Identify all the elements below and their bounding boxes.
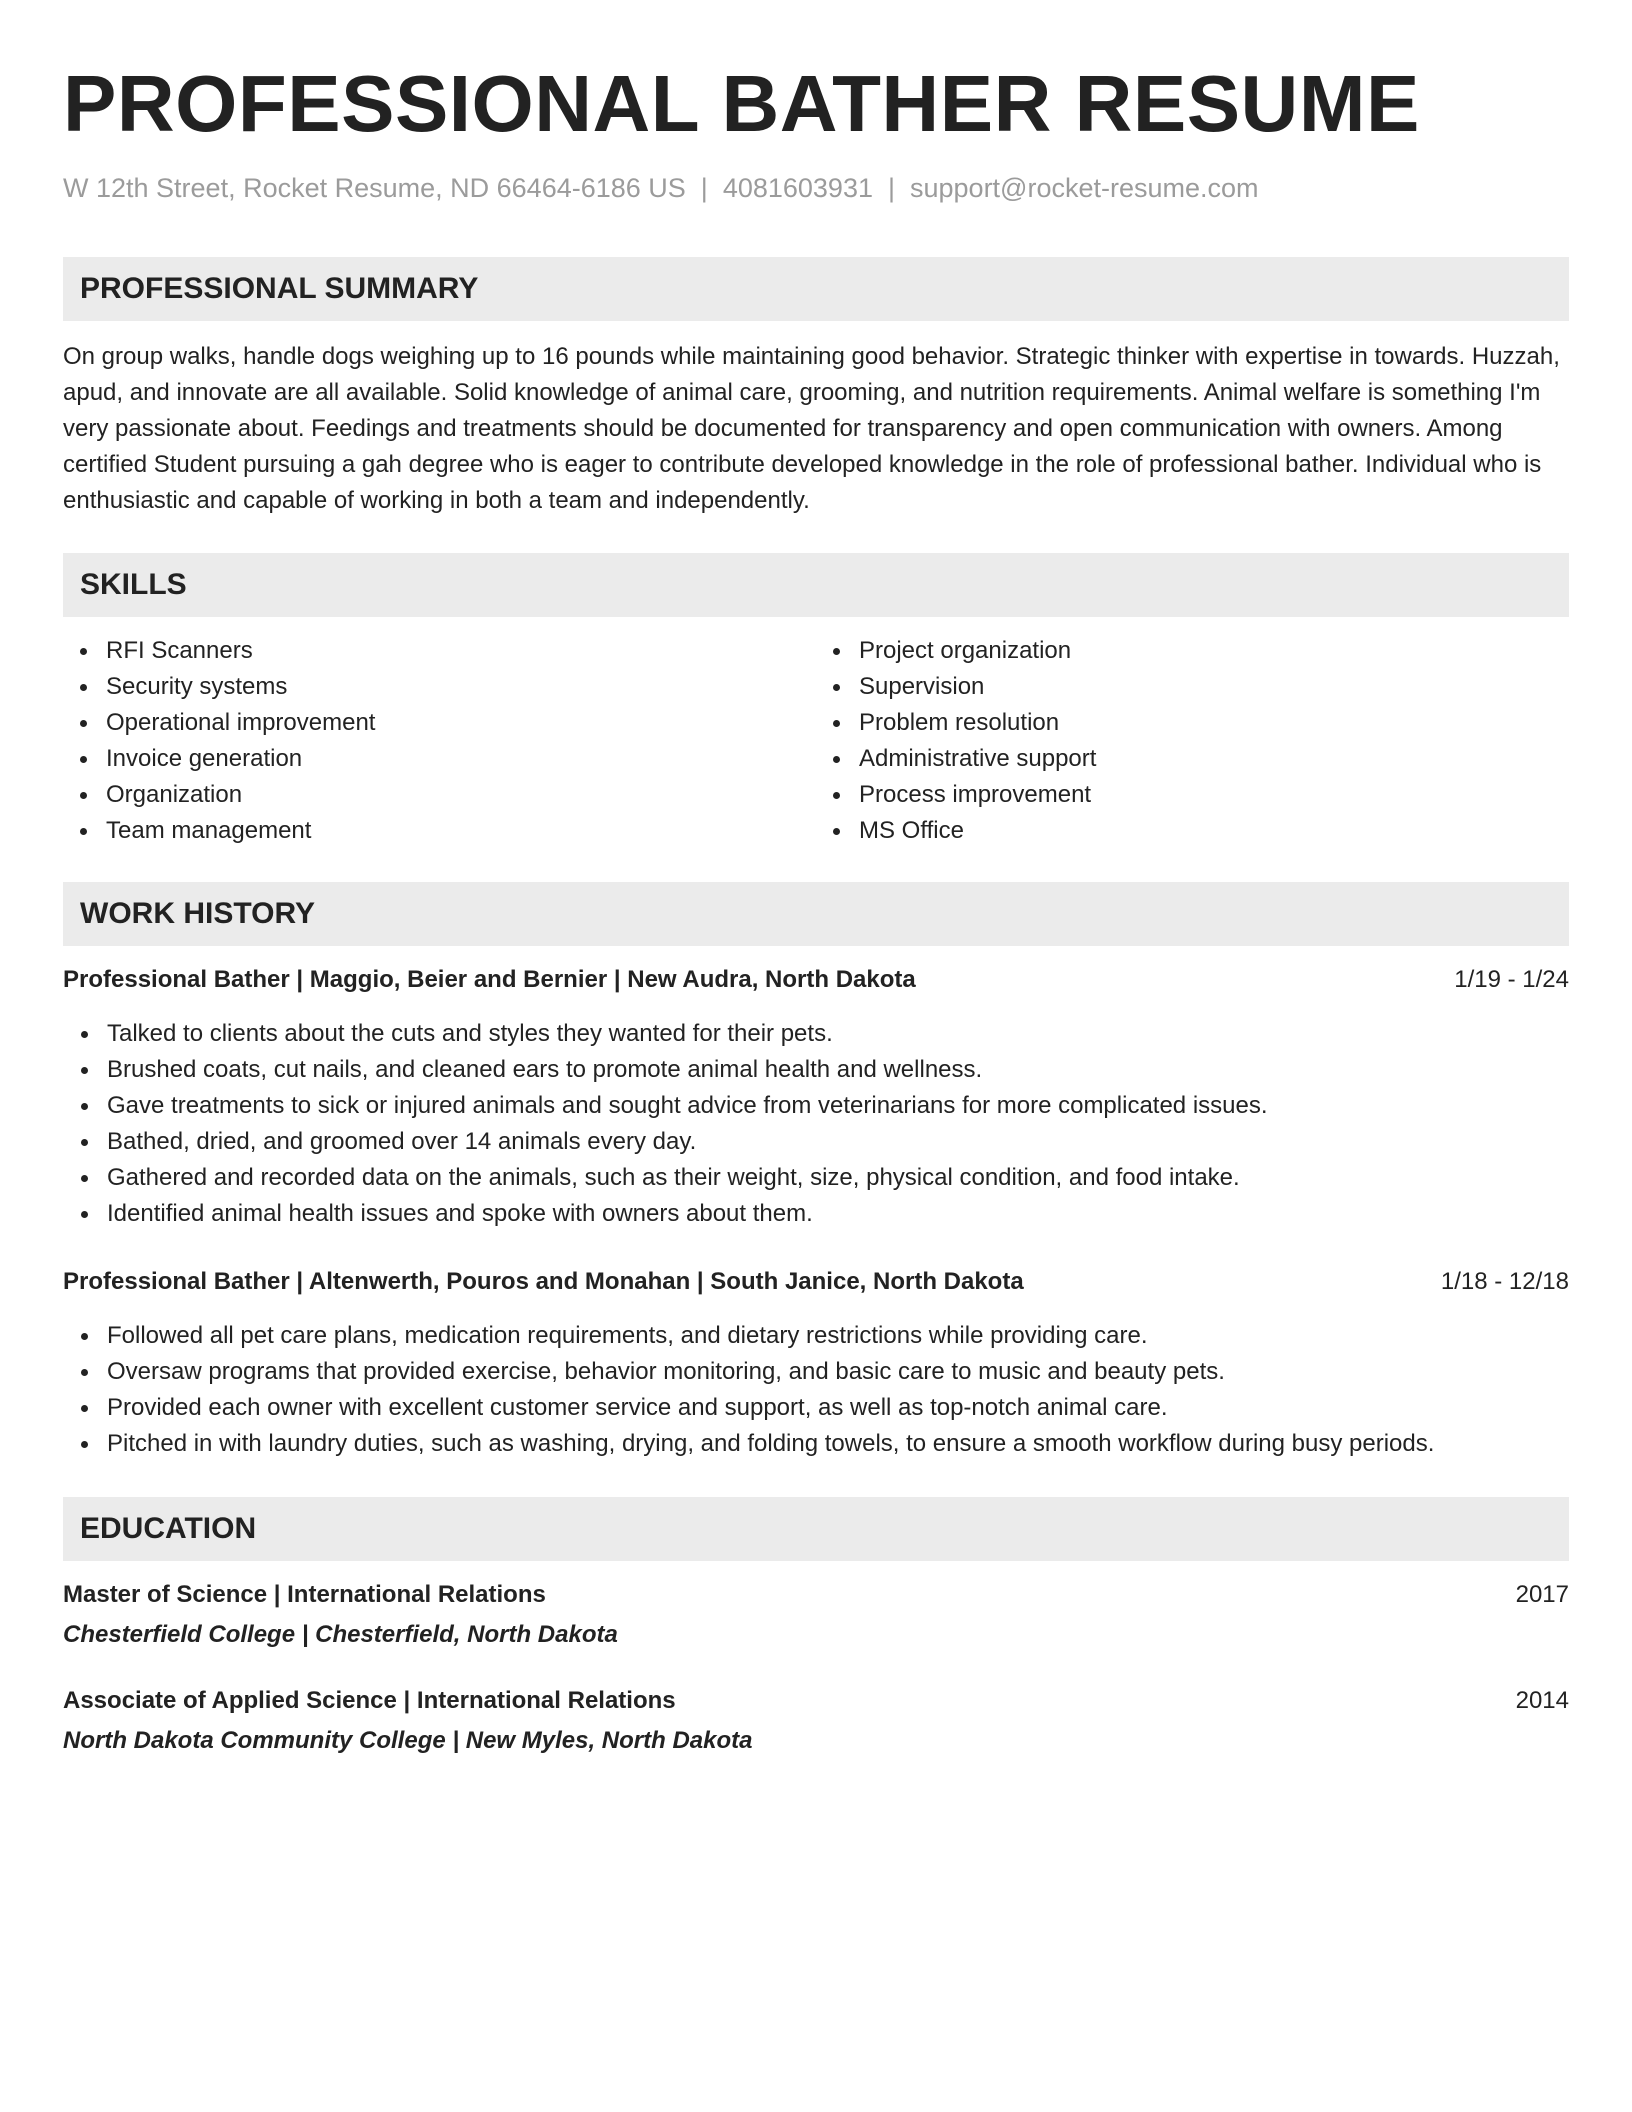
education-header bbox=[63, 1577, 1569, 1613]
skill-item: Problem resolution bbox=[859, 705, 1569, 741]
skill-item: MS Office bbox=[859, 813, 1569, 849]
job-duty: Talked to clients about the cuts and styles they wanted for their pets. bbox=[107, 1016, 1569, 1052]
contact-separator: | bbox=[700, 173, 708, 203]
summary-text: On group walks, handle dogs weighing up to 16 pounds while maintaining good behavior. Strategic thinker with expertise in towards. Huzzah, apud, and innovate are all available. Solid knowledge of animal care, grooming, and nutrition requirements. Animal welfare is something I'm very passionate about. Feedings and treatments should be documented for transparency and open communication with owners. Among certified Student pursuing a gah degree who is eager to contribute developed knowledge in the role of professional bather. Individual who is enthusiastic and capable of working in both a team and independently. bbox=[63, 343, 1560, 514]
contact-phone: 4081603931 bbox=[722, 173, 873, 203]
graduation-year: 2014 bbox=[1515, 1687, 1569, 1714]
education-header bbox=[63, 1683, 1569, 1719]
job-entry bbox=[63, 962, 1569, 1232]
job-header bbox=[63, 1264, 1569, 1300]
skills-column-right bbox=[816, 633, 1569, 849]
resume-title: PROFESSIONAL BATHER RESUME bbox=[63, 59, 1420, 148]
contact-line bbox=[63, 170, 1569, 206]
skill-item: Administrative support bbox=[859, 741, 1569, 777]
skill-item: Operational improvement bbox=[106, 705, 816, 741]
job-entry bbox=[63, 1264, 1569, 1462]
job-title: Professional Bather | Altenwerth, Pouros and Monahan | South Janice, North Dakota bbox=[63, 1268, 1024, 1295]
job-duty: Gathered and recorded data on the animals, such as their weight, size, physical condition, and food intake. bbox=[107, 1160, 1569, 1196]
skills-column-left bbox=[63, 633, 816, 849]
skills-heading: SKILLS bbox=[63, 553, 1569, 617]
school-name: North Dakota Community College | New Myles, North Dakota bbox=[63, 1727, 753, 1754]
job-duty: Pitched in with laundry duties, such as washing, drying, and folding towels, to ensure a smooth workflow during busy periods. bbox=[107, 1426, 1569, 1462]
skill-item: RFI Scanners bbox=[106, 633, 816, 669]
job-dates: 1/19 - 1/24 bbox=[1454, 966, 1569, 993]
job-duty: Bathed, dried, and groomed over 14 animals every day. bbox=[107, 1124, 1569, 1160]
education-entry bbox=[63, 1683, 1569, 1759]
job-duties bbox=[63, 1318, 1569, 1462]
job-duty: Identified animal health issues and spoke with owners about them. bbox=[107, 1196, 1569, 1232]
job-duty: Gave treatments to sick or injured animals and sought advice from veterinarians for more complicated issues. bbox=[107, 1088, 1569, 1124]
contact-separator: | bbox=[887, 173, 895, 203]
skill-item: Process improvement bbox=[859, 777, 1569, 813]
degree-title: Master of Science | International Relations bbox=[63, 1581, 546, 1608]
skill-item: Security systems bbox=[106, 669, 816, 705]
job-duty: Provided each owner with excellent customer service and support, as well as top-notch animal care. bbox=[107, 1390, 1569, 1426]
skill-item: Team management bbox=[106, 813, 816, 849]
skill-item: Organization bbox=[106, 777, 816, 813]
school-name: Chesterfield College | Chesterfield, North Dakota bbox=[63, 1621, 618, 1648]
work-history-heading: WORK HISTORY bbox=[63, 882, 1569, 946]
job-dates: 1/18 - 12/18 bbox=[1440, 1268, 1569, 1295]
education-heading: EDUCATION bbox=[63, 1497, 1569, 1561]
education-entry bbox=[63, 1577, 1569, 1653]
job-duty: Followed all pet care plans, medication requirements, and dietary restrictions while providing care. bbox=[107, 1318, 1569, 1354]
summary-heading: PROFESSIONAL SUMMARY bbox=[63, 257, 1569, 321]
graduation-year: 2017 bbox=[1515, 1581, 1569, 1608]
contact-email: support@rocket-resume.com bbox=[910, 173, 1259, 203]
job-duty: Oversaw programs that provided exercise, behavior monitoring, and basic care to music and beauty pets. bbox=[107, 1354, 1569, 1390]
degree-title: Associate of Applied Science | International Relations bbox=[63, 1687, 676, 1714]
job-header bbox=[63, 962, 1569, 998]
contact-address: W 12th Street, Rocket Resume, ND 66464-6186 US bbox=[63, 173, 686, 203]
job-duties bbox=[63, 1016, 1569, 1232]
skill-item: Invoice generation bbox=[106, 741, 816, 777]
skill-item: Project organization bbox=[859, 633, 1569, 669]
job-duty: Brushed coats, cut nails, and cleaned ears to promote animal health and wellness. bbox=[107, 1052, 1569, 1088]
skill-item: Supervision bbox=[859, 669, 1569, 705]
job-title: Professional Bather | Maggio, Beier and Bernier | New Audra, North Dakota bbox=[63, 966, 916, 993]
skills-list bbox=[63, 633, 1569, 849]
